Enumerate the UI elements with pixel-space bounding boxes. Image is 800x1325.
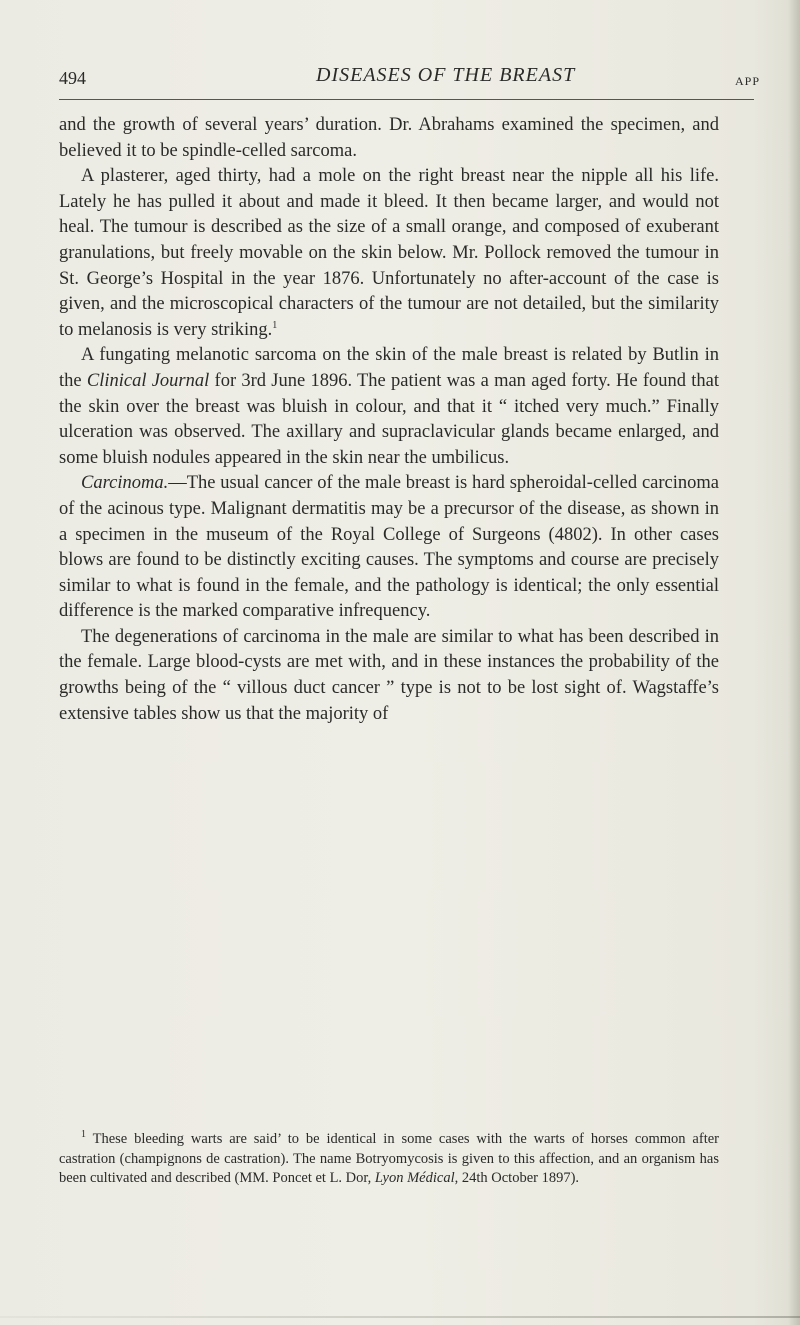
bottom-edge (0, 1316, 800, 1318)
footnotes (59, 1130, 719, 1189)
paragraph-3-pre: A fungating melanotic sarcoma on the skin of the male breast is related by Butlin in the (59, 345, 719, 391)
running-header (59, 0, 760, 104)
paragraph-5: The degenerations of carcinoma in the male are similar to what has been described in the female. Large blood-cysts are met with, and in these instances the probability of the growths being of the “ villous duct cancer ” type is not to be lost sight of. Wagstaffe’s extensive tables show us that the majority of (59, 626, 719, 724)
footnote-pre: These bleeding warts are said’ to be identical in some cases with the warts of horses common after castration (champignons de castration). The name Botryomycosis is given to this affection, and an organism has been cultivated and described (MM. Poncet et L. Dor, (59, 1131, 719, 1187)
footnote-mark: 1 (81, 1129, 86, 1141)
journal-title: Clinical Journal (86, 370, 210, 391)
paragraph-1: and the growth of several years’ duration. Dr. Abrahams examined the specimen, and believed it to be spindle-celled sarcoma. (59, 115, 719, 161)
paragraph-4 (59, 471, 719, 625)
footnote-post: , 24th October 1897). (454, 1170, 580, 1187)
section-heading-carcinoma: Carcinoma. (81, 473, 169, 494)
footnote-reference: 1 (272, 319, 278, 331)
paragraph-3 (59, 343, 719, 471)
header-rule (59, 99, 754, 100)
footnote-1 (59, 1130, 719, 1189)
footnote-journal: Lyon Médical (374, 1170, 455, 1187)
page-number: 494 (59, 68, 86, 88)
running-title: DISEASES OF THE BREAST (316, 64, 576, 86)
paragraph-3-post: for 3rd June 1896. The patient was a man aged forty. He found that the skin over the breast was bluish in colour, and that it “ itched very much.” Finally ulceration was observed. The axillary and supraclavicular glands became enlarged, and some bluish nodules appeared in the skin near the umbilicus. (59, 370, 719, 468)
paragraph-2 (59, 164, 719, 343)
body-text (59, 113, 719, 727)
paragraph-4-text: —The usual cancer of the male breast is hard spheroidal-celled carcinoma of the acinous type. Malignant dermatitis may be a precursor of the disease, as shown in a specimen in the museum of the Royal College of Surgeons (4802). In other cases blows are found to be distinctly exciting causes. The symptoms and course are precisely similar to what is found in the female, and the pathology is identical; the only essential difference is the marked comparative infrequency. (59, 473, 719, 622)
running-right-mark: APP (734, 74, 760, 88)
page-edge-shadow (788, 0, 800, 1325)
paragraph-2-text: A plasterer, aged thirty, had a mole on the right breast near the nipple all his life. Lately he has pulled it about and made it bleed. It then became larger, and would not heal. The tumour is described as the size of a small orange, and composed of exuberant granulations, but freely movable on the skin below. Mr. Pollock removed the tumour in St. George’s Hospital in the year 1876. Unfortunately no after-account of the case is given, and the microscopical characters of the tumour are not detailed, but the similarity to melanosis is very striking. (59, 166, 719, 340)
